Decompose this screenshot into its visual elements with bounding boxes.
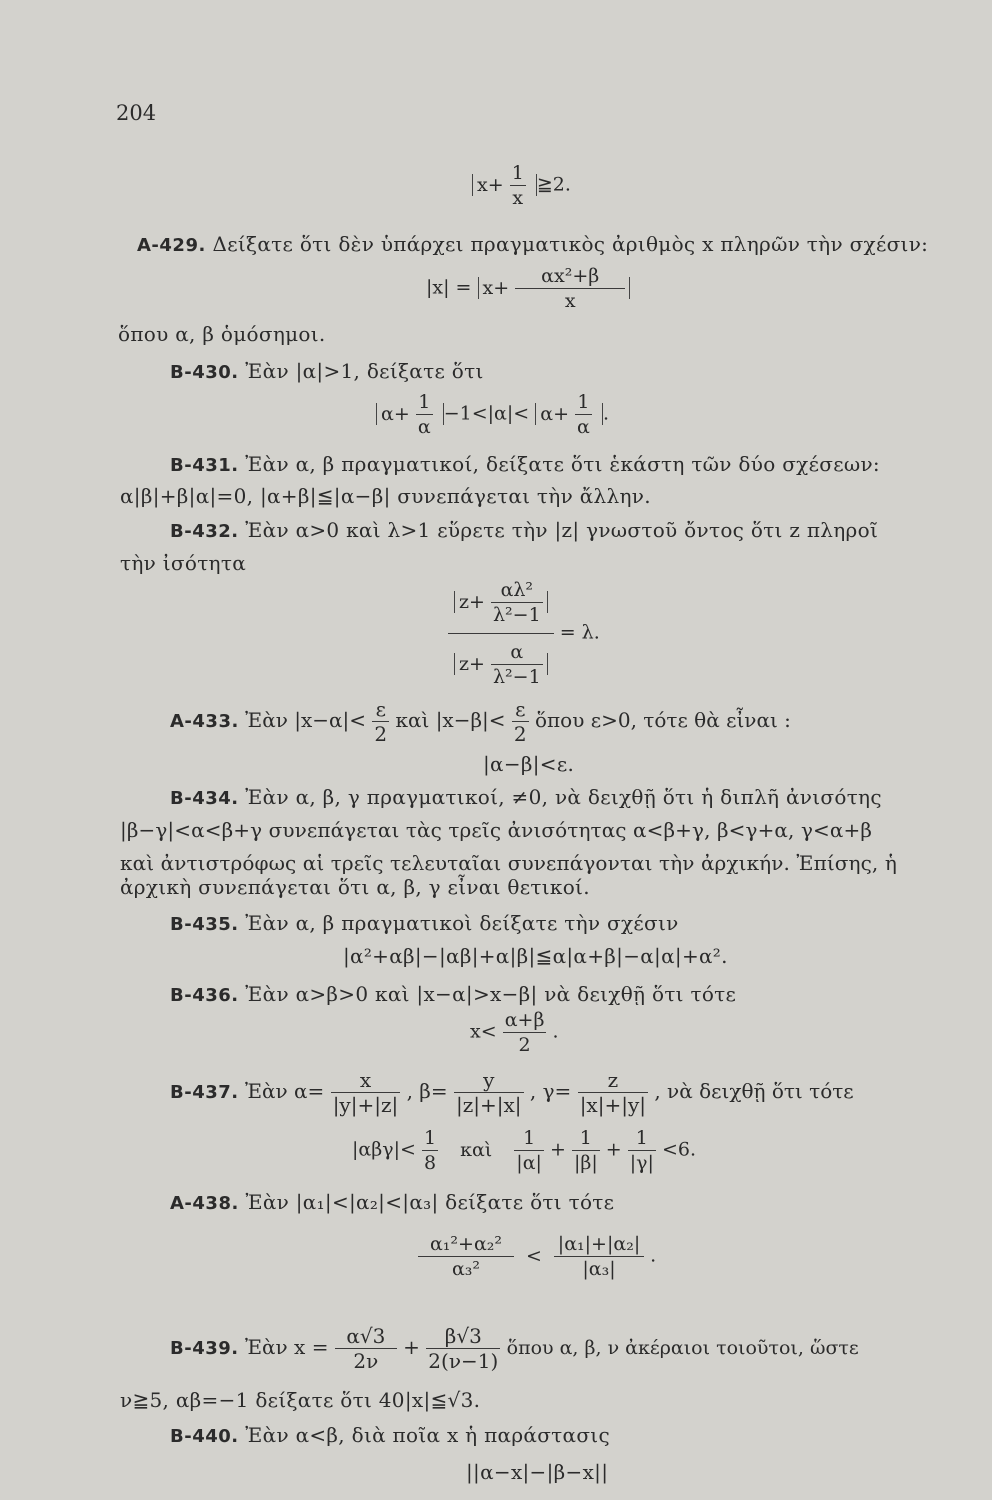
big-fraction [448, 576, 554, 691]
problem-text: Ἐὰν |α|>1, δείξατε ὅτι [245, 359, 484, 383]
eq-term: z+ [459, 652, 485, 675]
problem-436 [170, 982, 736, 1008]
eq-term: + [403, 1335, 420, 1359]
problem-label: B-440. [170, 1426, 239, 1447]
problem-text: Ἐὰν α, β πραγματικοὶ δείξατε τὴν σχέσιν [245, 911, 679, 935]
fraction-numerator: ε [512, 697, 529, 722]
fraction-denominator: x [512, 187, 524, 209]
problem-440 [170, 1423, 610, 1449]
eq-term: καὶ |x−β|< [395, 708, 506, 732]
problem-434-line4: ἀρχικὴ συνεπάγεται ὅτι α, β, γ εἶναι θετικοί. [120, 875, 590, 899]
fraction-numerator: 1 [416, 390, 433, 415]
problem-label: B-437. [170, 1082, 239, 1103]
fraction-numerator: 1 [628, 1126, 656, 1151]
page-number: 204 [116, 101, 157, 125]
fraction [578, 1068, 648, 1117]
fraction-denominator [448, 634, 554, 691]
problem-435 [170, 911, 679, 937]
equation-438 [418, 1232, 656, 1281]
eq-term: + [549, 1138, 566, 1161]
fraction-denominator: |β| [573, 1152, 598, 1174]
problem-429 [137, 232, 928, 258]
fraction-denominator: |x|+|y| [579, 1093, 646, 1117]
fraction [512, 697, 529, 746]
problem-432 [170, 518, 878, 544]
eq-term: −1<|α|< [443, 402, 530, 425]
fraction [554, 1232, 644, 1281]
eq-term: = λ. [559, 621, 600, 644]
fraction [503, 1008, 547, 1057]
eq-term: z+ [459, 590, 485, 613]
fraction [514, 1126, 544, 1175]
problem-label: B-435. [170, 914, 239, 935]
fraction-numerator: 1 [575, 390, 592, 415]
fraction-numerator: αλ² [491, 578, 543, 603]
fraction-numerator: αx²+β [515, 264, 625, 289]
fraction [515, 264, 625, 313]
fraction-denominator: 2 [513, 722, 527, 746]
fraction-numerator: α [491, 640, 543, 665]
fraction-denominator: 2 [518, 1034, 531, 1056]
fraction [335, 1324, 397, 1373]
problem-429-note: ὅπου α, β ὁμόσημοι. [118, 322, 326, 346]
fraction-numerator: y [454, 1068, 524, 1093]
abs-expression [454, 579, 548, 626]
eq-term: Ἐὰν α= [244, 1079, 325, 1103]
eq-term: x< [470, 1020, 497, 1043]
fraction [422, 1126, 438, 1175]
equation-top [472, 161, 571, 210]
problem-text: , νὰ δειχθῇ ὅτι τότε [654, 1079, 854, 1103]
fraction-numerator: α√3 [335, 1324, 397, 1349]
fraction [510, 161, 526, 210]
fraction-denominator: |z|+|x| [456, 1093, 522, 1117]
eq-term: α+ [540, 402, 569, 425]
eq-term: x+ [477, 173, 504, 196]
problem-label: B-436. [170, 985, 239, 1006]
fraction [372, 697, 389, 746]
problem-text: Δείξατε ὅτι δὲν ὑπάρχει πραγματικὸς ἀριθμὸς x πληρῶν τὴν σχέσιν: [212, 232, 929, 256]
equation-432 [448, 576, 600, 691]
eq-term: ≧2. [536, 173, 571, 196]
eq-term: καὶ [460, 1138, 493, 1161]
fraction [416, 390, 433, 439]
problem-437 [170, 1068, 854, 1117]
fraction [331, 1068, 401, 1117]
eq-term: , β= [406, 1079, 448, 1103]
fraction [454, 1068, 524, 1117]
abs-expression [454, 641, 548, 688]
fraction-denominator: |y|+|z| [332, 1093, 399, 1117]
eq-term: . [602, 402, 609, 425]
problem-438 [170, 1190, 614, 1216]
fraction-numerator: 1 [572, 1126, 600, 1151]
problem-label: B-432. [170, 521, 239, 542]
eq-term: <6. [661, 1138, 697, 1161]
fraction [572, 1126, 600, 1175]
equation-435: |α²+αβ|−|αβ|+α|β|≦α|α+β|−α|α|+α². [343, 944, 728, 968]
fraction-numerator: 1 [511, 162, 524, 184]
fraction-numerator: x [331, 1068, 401, 1093]
fraction-numerator [448, 576, 554, 634]
problem-label: A-429. [137, 235, 206, 256]
fraction-numerator: α₁²+α₂² [418, 1232, 514, 1257]
problem-434-line3: καὶ ἀντιστρόφως αἱ τρεῖς τελευταῖαι συνεπάγονται τὴν ἀρχικήν. Ἐπίσης, ἡ [120, 851, 897, 875]
problem-439 [170, 1324, 859, 1373]
eq-term: x+ [482, 276, 510, 299]
problem-text: ὅπου α, β, ν ἀκέραιοι τοιοῦτοι, ὥστε [506, 1337, 859, 1359]
fraction-denominator: 8 [423, 1152, 437, 1174]
fraction-denominator: α [577, 416, 590, 438]
problem-434-line2: |β−γ|<α<β+γ συνεπάγεται τὰς τρεῖς ἀνισότητας α<β+γ, β<γ+α, γ<α+β [120, 818, 872, 842]
fraction-denominator: 2ν [353, 1349, 379, 1373]
problem-text: Ἐὰν |α₁|<|α₂|<|α₃| δείξατε ὅτι τότε [245, 1190, 615, 1214]
problem-text: Ἐὰν α>β>0 καὶ |x−α|>x−β| νὰ δειχθῇ ὅτι τότε [245, 982, 737, 1006]
problem-label: B-430. [170, 362, 239, 383]
problem-430 [170, 359, 484, 385]
problem-text: ὅπου ε>0, τότε θὰ εἶναι : [534, 708, 791, 732]
fraction-numerator: 1 [514, 1126, 544, 1151]
eq-term: . [552, 1020, 559, 1043]
fraction-numerator: α+β [504, 1009, 545, 1031]
eq-term: . [650, 1244, 657, 1267]
abs-expression [376, 391, 444, 438]
fraction-denominator: α₃² [451, 1258, 481, 1280]
equation-440: ||α−x|−|β−x|| [466, 1460, 609, 1484]
fraction-numerator: z [578, 1068, 648, 1093]
eq-term: α+ [381, 402, 410, 425]
eq-term: |αβγ|< [352, 1138, 416, 1161]
equation-430 [376, 390, 609, 439]
eq-term: Ἐὰν x = [244, 1335, 329, 1359]
problem-text: Ἐὰν α<β, διὰ ποῖα x ἡ παράστασις [245, 1423, 610, 1447]
problem-432-line2: τὴν ἰσότητα [120, 551, 247, 575]
fraction-numerator: 1 [423, 1127, 437, 1149]
problem-431 [170, 452, 880, 478]
fraction-numerator: |α₁|+|α₂| [554, 1232, 644, 1257]
problem-433 [170, 697, 791, 746]
problem-431-line2: α|β|+β|α|=0, |α+β|≦|α−β| συνεπάγεται τὴν ἄλλην. [120, 484, 651, 508]
fraction-denominator: λ²−1 [492, 666, 541, 688]
fraction-numerator: β√3 [426, 1324, 500, 1349]
fraction [491, 640, 543, 689]
problem-label: B-434. [170, 788, 239, 809]
eq-term: Ἐὰν |x−α|< [245, 708, 367, 732]
equation-429 [426, 264, 630, 313]
fraction-denominator: 2 [374, 722, 388, 746]
abs-expression [535, 391, 603, 438]
equation-436 [470, 1008, 559, 1057]
fraction [575, 390, 592, 439]
abs-expression [472, 162, 537, 209]
equation-437 [352, 1126, 696, 1175]
problem-label: B-439. [170, 1338, 239, 1359]
problem-text: Ἐὰν α>0 καὶ λ>1 εὕρετε τὴν |z| γνωστοῦ ὄντος ὅτι z πληροῖ [245, 518, 879, 542]
problem-label: A-438. [170, 1193, 239, 1214]
problem-text: Ἐὰν α, β, γ πραγματικοί, ≠0, νὰ δειχθῇ ὅτι ἡ διπλῆ ἀνισότης [245, 785, 882, 809]
fraction-denominator: |α| [516, 1152, 542, 1174]
fraction-denominator: 2(ν−1) [428, 1349, 499, 1373]
problem-439-line2: ν≧5, αβ=−1 δείξατε ὅτι 40|x|≦√3. [120, 1388, 481, 1412]
fraction-numerator: ε [372, 697, 389, 722]
abs-expression [478, 265, 631, 312]
problem-434 [170, 785, 882, 811]
fraction [418, 1232, 514, 1281]
fraction-denominator: α [417, 416, 431, 438]
eq-term: + [605, 1138, 622, 1161]
fraction [628, 1126, 656, 1175]
fraction-denominator: |α₃| [582, 1258, 616, 1280]
fraction [491, 578, 543, 627]
fraction-denominator: x [564, 290, 576, 312]
eq-term: |x| = [426, 276, 472, 299]
eq-term: , γ= [529, 1079, 572, 1103]
problem-label: A-433. [170, 711, 239, 732]
equation-433: |α−β|<ε. [483, 752, 575, 776]
fraction [426, 1324, 500, 1373]
fraction-denominator: |γ| [629, 1152, 654, 1174]
fraction-denominator: λ²−1 [492, 604, 541, 626]
eq-term: < [526, 1244, 542, 1267]
problem-label: B-431. [170, 455, 239, 476]
problem-text: Ἐὰν α, β πραγματικοί, δείξατε ὅτι ἑκάστη τῶν δύο σχέσεων: [245, 452, 880, 476]
